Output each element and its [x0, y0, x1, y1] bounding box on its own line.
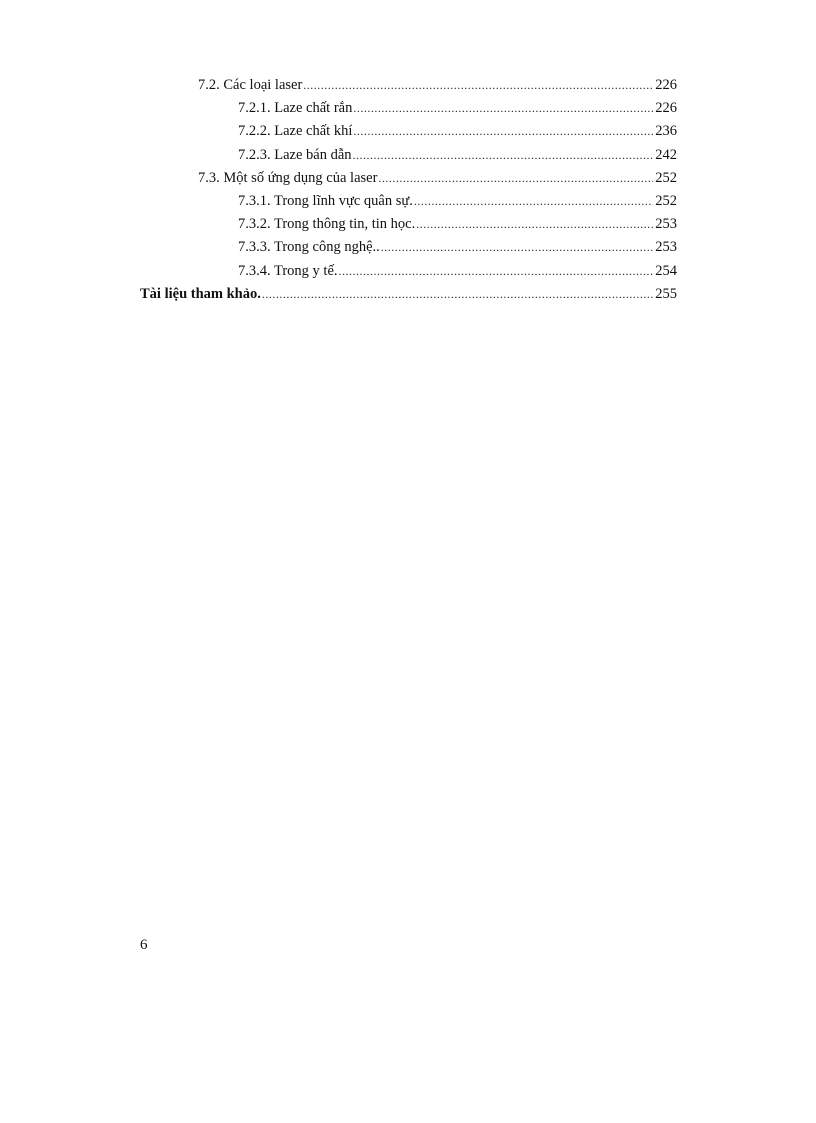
dot-leader	[353, 120, 653, 143]
toc-entry-title: 7.2.3. Laze bán dẫn	[238, 146, 352, 163]
dot-leader	[353, 97, 653, 120]
toc-entry-title: 7.2. Các loại laser	[198, 77, 303, 93]
toc-entry-7-2	[140, 74, 677, 97]
dot-leader	[262, 283, 653, 306]
page-number: 6	[140, 937, 148, 953]
toc-entry-page: 242	[655, 146, 677, 163]
toc-entry-title: 7.3.3. Trong công nghệ..	[238, 239, 380, 256]
toc-entry-title: Tài liệu tham khảo.	[140, 285, 261, 302]
toc-entry-7-3-3	[140, 236, 677, 259]
dot-leader	[303, 74, 653, 97]
dot-leader	[353, 144, 654, 167]
toc-entry-page: 252	[655, 169, 677, 186]
toc-entry-page: 253	[655, 239, 677, 256]
dot-leader	[378, 167, 653, 190]
toc-entry-7-3-1	[140, 190, 677, 213]
dot-leader	[381, 236, 653, 259]
toc-entry-7-2-1	[140, 97, 677, 120]
toc-entry-page: 254	[655, 262, 677, 279]
toc-entry-page: 236	[655, 123, 677, 140]
toc-entry-page: 255	[655, 285, 677, 302]
dot-leader	[416, 213, 653, 236]
dot-leader	[414, 190, 653, 213]
toc-entry-title: 7.3. Một số ứng dụng của laser	[198, 169, 378, 186]
toc-entry-7-3-2	[140, 213, 677, 236]
toc-entry-7-2-3	[140, 144, 677, 167]
toc-entry-title: 7.2.2. Laze chất khí	[238, 123, 353, 140]
toc-entry-page: 226	[655, 100, 677, 117]
toc-entry-7-2-2	[140, 120, 677, 143]
toc-entry-title: 7.3.1. Trong lĩnh vực quân sự.	[238, 192, 413, 209]
toc-entry-7-3-4	[140, 260, 677, 283]
table-of-contents	[140, 74, 677, 306]
toc-entry-references	[140, 283, 677, 306]
toc-entry-page: 226	[655, 77, 677, 93]
toc-entry-7-3	[140, 167, 677, 190]
toc-entry-page: 253	[655, 216, 677, 233]
toc-entry-page: 252	[655, 192, 677, 209]
dot-leader	[339, 260, 654, 283]
toc-entry-title: 7.3.4. Trong y tế.	[238, 262, 338, 279]
toc-entry-title: 7.3.2. Trong thông tin, tin học.	[238, 216, 416, 233]
toc-entry-title: 7.2.1. Laze chất rắn	[238, 100, 353, 117]
